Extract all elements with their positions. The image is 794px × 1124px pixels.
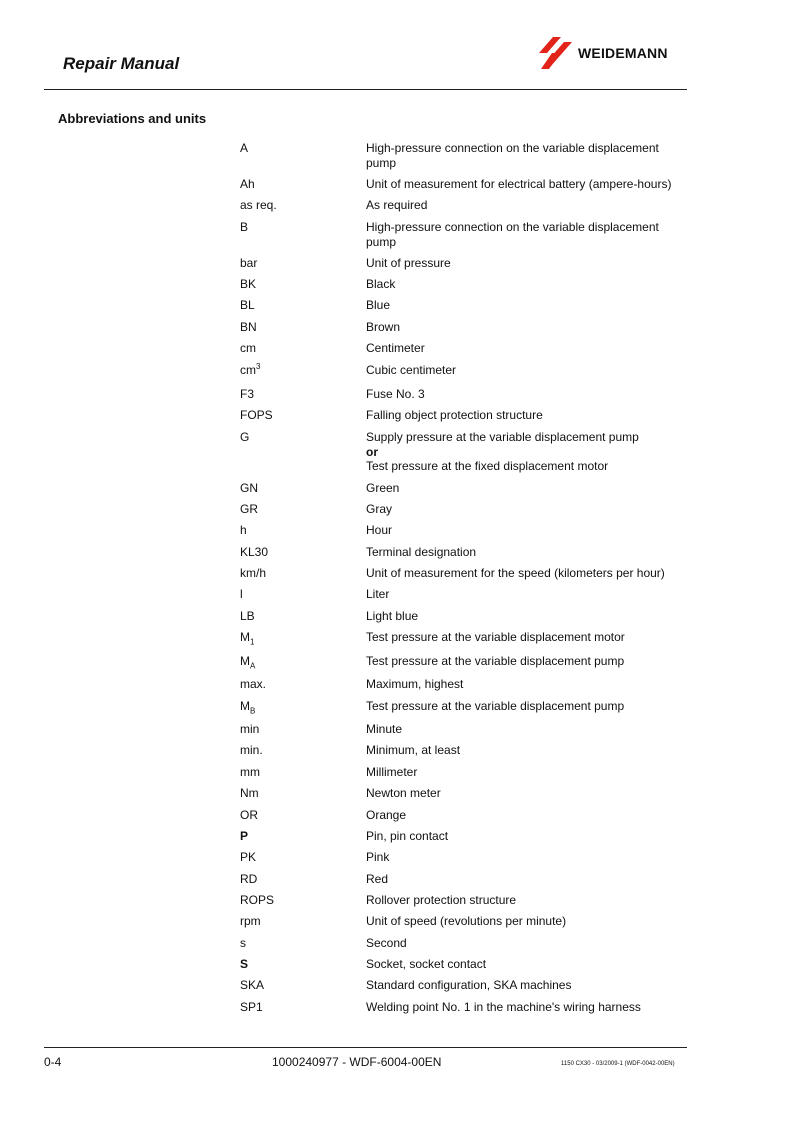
abbreviation-term-text: RD <box>240 872 258 886</box>
description-line: Newton meter <box>366 786 441 800</box>
abbreviation-term-text: B <box>240 220 249 234</box>
description-line: High-pressure connection on the variable displacement <box>366 220 659 234</box>
abbreviation-term <box>240 1000 263 1015</box>
abbreviation-term-text: Nm <box>240 786 259 800</box>
abbreviation-term <box>240 765 260 780</box>
abbreviation-term <box>240 177 255 192</box>
abbreviation-description <box>366 893 676 908</box>
abbreviation-description <box>366 743 676 758</box>
description-line: Pin, pin contact <box>366 829 449 843</box>
abbreviation-superscript: 3 <box>256 362 261 371</box>
page-number: 0-4 <box>44 1055 62 1069</box>
abbreviation-term-text: mm <box>240 765 260 779</box>
abbreviation-term-text: min <box>240 722 260 736</box>
abbreviation-term <box>240 545 268 560</box>
description-line: Unit of speed (revolutions per minute) <box>366 914 567 928</box>
description-line: Liter <box>366 587 390 601</box>
abbreviation-description <box>366 523 676 538</box>
abbreviation-term <box>240 141 248 156</box>
abbreviation-term-text: G <box>240 430 250 444</box>
abbreviation-subscript: A <box>250 661 256 671</box>
description-line: Unit of pressure <box>366 256 451 270</box>
abbreviation-term <box>240 630 254 645</box>
abbreviation-term-text: BK <box>240 277 257 291</box>
abbreviation-description <box>366 699 676 714</box>
description-line: Fuse No. 3 <box>366 387 425 401</box>
abbreviation-description <box>366 654 676 669</box>
abbreviation-term <box>240 808 258 823</box>
abbreviation-term <box>240 298 255 313</box>
description-line: Black <box>366 277 396 291</box>
description-line: pump <box>366 234 397 249</box>
description-line: Millimeter <box>366 765 418 779</box>
description-line: Green <box>366 481 400 495</box>
abbreviation-term-text: F3 <box>240 387 255 401</box>
description-line: Test pressure at the fixed displacement motor <box>366 459 609 473</box>
abbreviation-term <box>240 387 254 402</box>
abbreviation-description <box>366 141 676 170</box>
footer-divider <box>44 1047 687 1048</box>
abbreviation-description <box>366 587 676 602</box>
description-line: Gray <box>366 502 393 516</box>
description-line: Standard configuration, SKA machines <box>366 978 572 992</box>
description-line: or <box>366 444 378 459</box>
abbreviation-description <box>366 829 676 844</box>
logo-text: WEIDEMANN <box>578 45 668 61</box>
abbreviation-term-text: FOPS <box>240 408 273 422</box>
abbreviation-term-text: ROPS <box>240 893 275 907</box>
abbreviation-term <box>240 699 255 714</box>
abbreviation-term <box>240 743 263 758</box>
abbreviation-term <box>240 978 264 993</box>
abbreviation-term <box>240 893 274 908</box>
abbreviation-term <box>240 609 255 624</box>
abbreviation-description <box>366 978 676 993</box>
abbreviation-term-text: s <box>240 936 246 950</box>
abbreviation-term-text: Ah <box>240 177 255 191</box>
abbreviation-term <box>240 587 243 602</box>
abbreviation-term-text: h <box>240 523 247 537</box>
description-line: Red <box>366 872 389 886</box>
abbreviation-term-text: SP1 <box>240 1000 263 1014</box>
description-line: Minute <box>366 722 403 736</box>
abbreviation-description <box>366 430 676 474</box>
description-line: Pink <box>366 850 390 864</box>
abbreviation-term-text: GR <box>240 502 258 516</box>
abbreviation-description <box>366 609 676 624</box>
description-line: Unit of measurement for the speed (kilometers per hour) <box>366 566 665 580</box>
abbreviation-description <box>366 387 676 402</box>
abbreviation-description <box>366 914 676 929</box>
abbreviation-description <box>366 808 676 823</box>
description-line: Centimeter <box>366 341 425 355</box>
description-line: pump <box>366 155 397 170</box>
description-line: Cubic centimeter <box>366 363 457 377</box>
description-line: Terminal designation <box>366 545 477 559</box>
abbreviation-description <box>366 363 676 378</box>
abbreviation-term-text: GN <box>240 481 258 495</box>
abbreviation-subscript: B <box>250 706 256 716</box>
abbreviation-description <box>366 765 676 780</box>
description-line: Light blue <box>366 609 419 623</box>
section-heading: Abbreviations and units <box>58 111 207 126</box>
abbreviation-description <box>366 722 676 737</box>
description-line: Falling object protection structure <box>366 408 543 422</box>
abbreviation-subscript: 1 <box>250 637 255 647</box>
description-line: Welding point No. 1 in the machine's wiring harness <box>366 1000 641 1014</box>
abbreviation-term-text: M <box>240 630 250 644</box>
abbreviation-term-text: bar <box>240 256 258 270</box>
abbreviation-description <box>366 177 676 192</box>
abbreviation-description <box>366 850 676 865</box>
abbreviation-term <box>240 256 257 271</box>
description-line: Unit of measurement for electrical battery (ampere-hours) <box>366 177 672 191</box>
description-line: High-pressure connection on the variable displacement <box>366 141 659 155</box>
abbreviation-term <box>240 277 256 292</box>
abbreviation-term <box>240 957 248 972</box>
abbreviation-term <box>240 566 266 581</box>
abbreviation-term-text: LB <box>240 609 255 623</box>
page-title: Repair Manual <box>63 54 180 73</box>
description-line: Second <box>366 936 407 950</box>
description-line: Blue <box>366 298 391 312</box>
abbreviation-term <box>240 829 248 844</box>
abbreviation-term <box>240 654 255 669</box>
abbreviation-description <box>366 1000 676 1015</box>
description-line: Minimum, at least <box>366 743 461 757</box>
abbreviation-term <box>240 320 257 335</box>
abbreviation-term <box>240 220 248 235</box>
abbreviation-description <box>366 408 676 423</box>
description-line: Brown <box>366 320 401 334</box>
description-line: Rollover protection structure <box>366 893 517 907</box>
abbreviation-description <box>366 545 676 560</box>
abbreviation-description <box>366 936 676 951</box>
abbreviation-term-text: min. <box>240 743 263 757</box>
abbreviation-term <box>240 341 256 356</box>
abbreviation-term-text: cm <box>240 363 256 377</box>
document-reference: 1150 CX30 - 03/2009-1 (WDF-0042-00EN) <box>561 1061 675 1067</box>
abbreviation-description <box>366 220 676 249</box>
abbreviation-term-text: OR <box>240 808 258 822</box>
abbreviation-description <box>366 481 676 496</box>
description-line: Test pressure at the variable displacement pump <box>366 699 625 713</box>
abbreviation-description <box>366 256 676 271</box>
abbreviation-description <box>366 277 676 292</box>
abbreviation-description <box>366 872 676 887</box>
abbreviation-term-text: BL <box>240 298 255 312</box>
description-line: Orange <box>366 808 407 822</box>
abbreviation-term <box>240 430 249 445</box>
abbreviation-description <box>366 341 676 356</box>
abbreviation-term-text: S <box>240 957 249 971</box>
abbreviation-term-text: as req. <box>240 198 277 212</box>
abbreviation-description <box>366 320 676 335</box>
abbreviation-term <box>240 914 261 929</box>
abbreviation-term <box>240 198 277 213</box>
abbreviation-description <box>366 566 676 581</box>
description-line: Supply pressure at the variable displacement pump <box>366 430 639 444</box>
abbreviation-term <box>240 363 260 378</box>
abbreviation-description <box>366 298 676 313</box>
abbreviation-term-text: km/h <box>240 566 267 580</box>
abbreviation-term-text: M <box>240 699 250 713</box>
abbreviation-term <box>240 872 257 887</box>
abbreviation-term <box>240 786 259 801</box>
abbreviation-term <box>240 850 256 865</box>
abbreviation-description <box>366 502 676 517</box>
abbreviation-term-text: P <box>240 829 249 843</box>
abbreviation-term <box>240 523 247 538</box>
abbreviation-term-text: cm <box>240 341 256 355</box>
abbreviation-description <box>366 630 676 645</box>
abbreviation-term <box>240 481 258 496</box>
description-line: Maximum, highest <box>366 677 464 691</box>
description-line: Socket, socket contact <box>366 957 487 971</box>
abbreviation-description <box>366 957 676 972</box>
abbreviation-term-text: rpm <box>240 914 261 928</box>
abbreviation-term-text: KL30 <box>240 545 269 559</box>
description-line: Test pressure at the variable displacement motor <box>366 630 625 644</box>
abbreviation-term-text: A <box>240 141 249 155</box>
abbreviation-description <box>366 198 676 213</box>
description-line: As required <box>366 198 428 212</box>
abbreviation-term-text: M <box>240 654 250 668</box>
abbreviation-term-text: SKA <box>240 978 265 992</box>
abbreviation-term <box>240 722 259 737</box>
description-line: Hour <box>366 523 393 537</box>
abbreviation-term <box>240 936 246 951</box>
abbreviation-description <box>366 677 676 692</box>
abbreviation-term <box>240 677 266 692</box>
abbreviation-term-text: max. <box>240 677 267 691</box>
document-number: 1000240977 - WDF-6004-00EN <box>272 1055 442 1069</box>
abbreviation-term-text: BN <box>240 320 257 334</box>
description-line: Test pressure at the variable displacement pump <box>366 654 625 668</box>
abbreviation-term <box>240 502 258 517</box>
abbreviation-term-text: PK <box>240 850 257 864</box>
abbreviation-description <box>366 786 676 801</box>
abbreviation-term <box>240 408 273 423</box>
abbreviation-term-text: l <box>240 587 243 601</box>
